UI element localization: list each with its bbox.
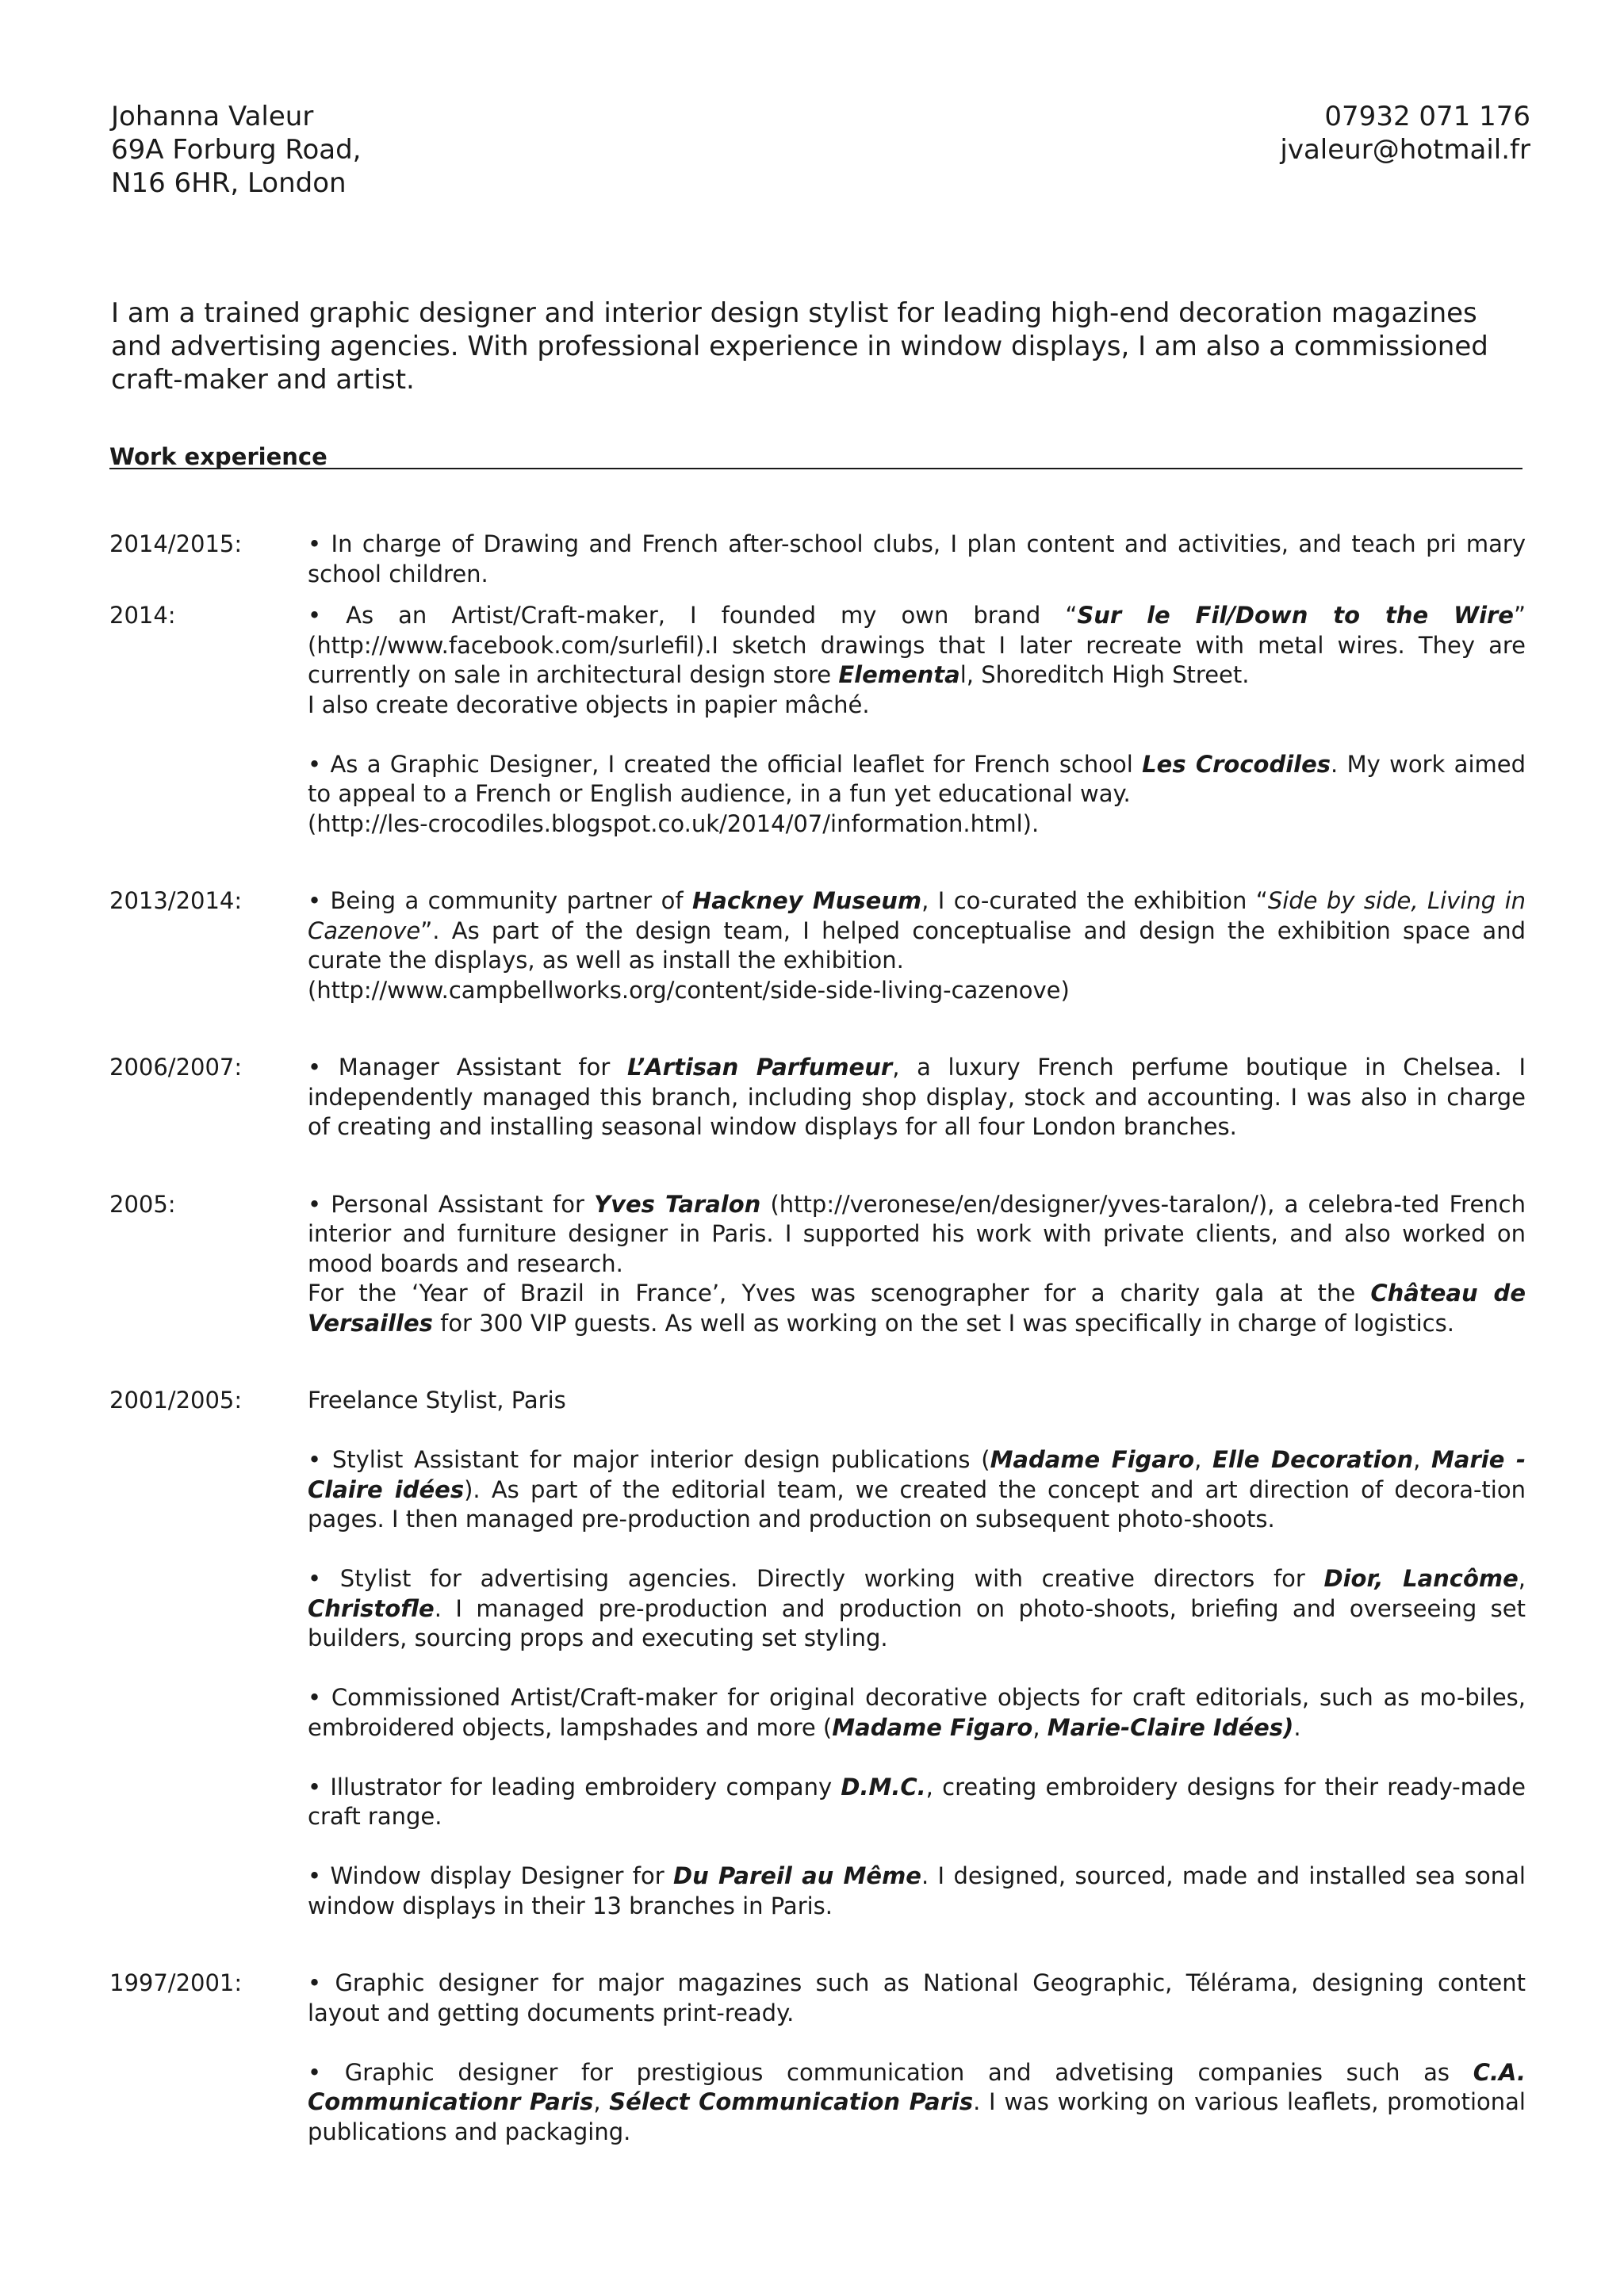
experience-year: 2006/2007: (109, 1054, 243, 1081)
experience-description (308, 1053, 1526, 1142)
emphasis-text: Du Pareil au Même (673, 1862, 921, 1889)
emphasis-text: Madame Figaro (990, 1446, 1195, 1473)
experience-paragraph (308, 886, 1526, 1005)
phone-number: 07932 071 176 (1324, 101, 1530, 132)
experience-paragraph (308, 1445, 1526, 1535)
experience-entry (0, 530, 1624, 589)
text-run: , (1194, 1446, 1213, 1473)
experience-entry (0, 1386, 1624, 1921)
emphasis-text: Hackney Museum (692, 887, 922, 914)
text-run: , (593, 2088, 610, 2115)
experience-paragraph (308, 1969, 1526, 2028)
text-run: ”. As part of the design team, I helped conceptualise and design the exhibition space and curate the displays, as well as install the exhibition. (308, 916, 1526, 974)
experience-paragraph (308, 1053, 1526, 1142)
text-run: • Commissioned Artist/Craft-maker for original decorative objects for craft editorials, such as mo-biles, embroidered objects, lampshades and more ( (308, 1684, 1526, 1741)
experience-entry (0, 1190, 1624, 1339)
emphasis-text: Elle Decoration (1212, 1446, 1414, 1473)
experience-paragraph (308, 1862, 1526, 1921)
experience-entry (0, 1053, 1624, 1142)
experience-year: 2014/2015: (109, 530, 243, 557)
text-run: I also create decorative objects in papier mâché. (308, 691, 870, 718)
work-experience-list (0, 530, 1624, 2147)
experience-year: 2005: (109, 1190, 176, 1218)
emphasis-text: Christofle (308, 1594, 435, 1622)
text-run: (http://veronese/en/designer/yves-taralon/), a celebra-ted French interior and furniture designer in Paris. I supported his work with private clients, and also worked on mood boards and research. (308, 1190, 1526, 1277)
address-line-2: N16 6HR, London (111, 167, 347, 199)
experience-description (308, 886, 1526, 1005)
text-run: , (1518, 1565, 1526, 1592)
emphasis-text: L’Artisan Parfumeur (626, 1054, 893, 1081)
text-run: , (1032, 1713, 1048, 1741)
text-run: For the ‘Year of Brazil in France’, Yves was scenographer for a charity gala at the (308, 1280, 1371, 1307)
experience-paragraph (308, 750, 1526, 840)
contact-block-left (111, 100, 361, 200)
emphasis-text: Madame Figaro (832, 1713, 1033, 1741)
experience-entry (0, 886, 1624, 1005)
text-run: • Graphic designer for prestigious communication and advetising companies such as (308, 2058, 1473, 2086)
text-run: • Being a community partner of (308, 887, 692, 914)
emphasis-text: Sur le Fil/Down to the Wire (1077, 602, 1514, 629)
text-run: (http://www.campbellworks.org/content/side-side-living-cazenove) (308, 976, 1070, 1004)
contact-block-right (1280, 100, 1530, 166)
text-run: . I designed, sourced, made and installed sea sonal window displays in their 13 branches in Paris. (308, 1862, 1526, 1919)
emphasis-text: C.A. Communicationr Paris (308, 2058, 1526, 2115)
text-run: • As an Artist/Craft-maker, I founded my own brand “ (308, 602, 1078, 629)
text-run: , I co-curated the exhibition “ (921, 887, 1268, 914)
text-run: • Illustrator for leading embroidery company (308, 1773, 841, 1800)
experience-entry (0, 1969, 1624, 2147)
emphasis-text: Dior, Lancôme (1323, 1565, 1519, 1592)
text-run: • Personal Assistant for (308, 1190, 595, 1218)
text-run: Freelance Stylist, Paris (308, 1387, 566, 1414)
experience-year: 2014: (109, 602, 176, 629)
experience-paragraph (308, 1773, 1526, 1832)
experience-paragraph (308, 2058, 1526, 2148)
experience-description (308, 530, 1526, 589)
experience-paragraph (308, 1386, 1526, 1416)
emphasis-text: Side by side, Living in Cazenove (308, 887, 1526, 944)
profile-summary: I am a trained graphic designer and interior design stylist for leading high-end decoration magazines and advertising agencies. With professional experience in window displays, I am also a commissioned craft-maker and artist. (111, 297, 1488, 396)
emphasis-text: Yves Taralon (594, 1190, 761, 1218)
text-run: • In charge of Drawing and French after-school clubs, I plan content and activities, and teach pri mary school children. (308, 530, 1526, 587)
emphasis-text: Les Crocodiles (1142, 750, 1331, 778)
emphasis-text: Sélect Communication Paris (609, 2088, 974, 2115)
experience-year: 2001/2005: (109, 1387, 243, 1414)
text-run: • Manager Assistant for (308, 1054, 627, 1081)
experience-paragraph (308, 1190, 1526, 1339)
emphasis-text: Elementa (838, 661, 960, 688)
experience-description (308, 1190, 1526, 1339)
emphasis-text: Marie-Claire Idées) (1047, 1713, 1294, 1741)
text-run: l, Shoreditch High Street. (959, 661, 1250, 688)
experience-year: 1997/2001: (109, 1969, 243, 1996)
experience-paragraph (308, 1564, 1526, 1654)
text-run: . My work aimed to appeal to a French or English audience, in a fun yet educational way. (308, 750, 1526, 807)
section-heading-work-experience: Work experience (109, 441, 1522, 469)
text-run: , creating embroidery designs for their ready-made craft range. (308, 1773, 1526, 1830)
emphasis-text: Marie -Claire idées (308, 1446, 1526, 1503)
experience-paragraph (308, 530, 1526, 589)
emphasis-text: Château de Versailles (308, 1280, 1526, 1337)
text-run: • Window display Designer for (308, 1862, 674, 1889)
text-run: • As a Graphic Designer, I created the official leaflet for French school (308, 750, 1143, 778)
text-run: • Stylist Assistant for major interior design publications ( (308, 1446, 990, 1473)
experience-year: 2013/2014: (109, 887, 243, 914)
text-run: • Stylist for advertising agencies. Directly working with creative directors for (308, 1565, 1324, 1592)
text-run: , a luxury French perfume boutique in Chelsea. I independently managed this branch, including shop display, stock and accounting. I was also in charge of creating and installing seasonal window displays for all four London branches. (308, 1054, 1526, 1140)
text-run: . I managed pre-production and production on photo-shoots, briefing and overseeing set builders, sourcing props and executing set styling. (308, 1594, 1526, 1651)
email-address: jvaleur@hotmail.fr (1280, 134, 1530, 166)
experience-description (308, 1386, 1526, 1921)
experience-entry (0, 601, 1624, 839)
text-run: . I was working on various leaflets, promotional publications and packaging. (308, 2088, 1526, 2145)
text-run: • Graphic designer for major magazines such as National Geographic, Télérama, designing content layout and getting documents print-ready. (308, 1969, 1526, 2026)
experience-description (308, 1969, 1526, 2147)
text-run: for 300 VIP guests. As well as working on the set I was specifically in charge of logistics. (432, 1309, 1454, 1337)
experience-paragraph (308, 601, 1526, 720)
text-run: . (1293, 1713, 1301, 1741)
text-run: ). As part of the editorial team, we created the concept and art direction of decora-tion pages. I then managed pre-production and production on subsequent photo-shoots. (308, 1475, 1526, 1533)
text-run: , (1413, 1446, 1432, 1473)
experience-paragraph (308, 1683, 1526, 1743)
person-name: Johanna Valeur (111, 101, 314, 132)
experience-description (308, 601, 1526, 839)
text-run: (http://les-crocodiles.blogspot.co.uk/2014/07/information.html). (308, 809, 1040, 837)
text-run: ” (http://www.facebook.com/surlefil).I sketch drawings that I later recreate with metal wires. They are currently on sale in architectural design store (308, 602, 1526, 688)
emphasis-text: D.M.C. (841, 1773, 926, 1800)
address-line-1: 69A Forburg Road, (111, 134, 362, 166)
